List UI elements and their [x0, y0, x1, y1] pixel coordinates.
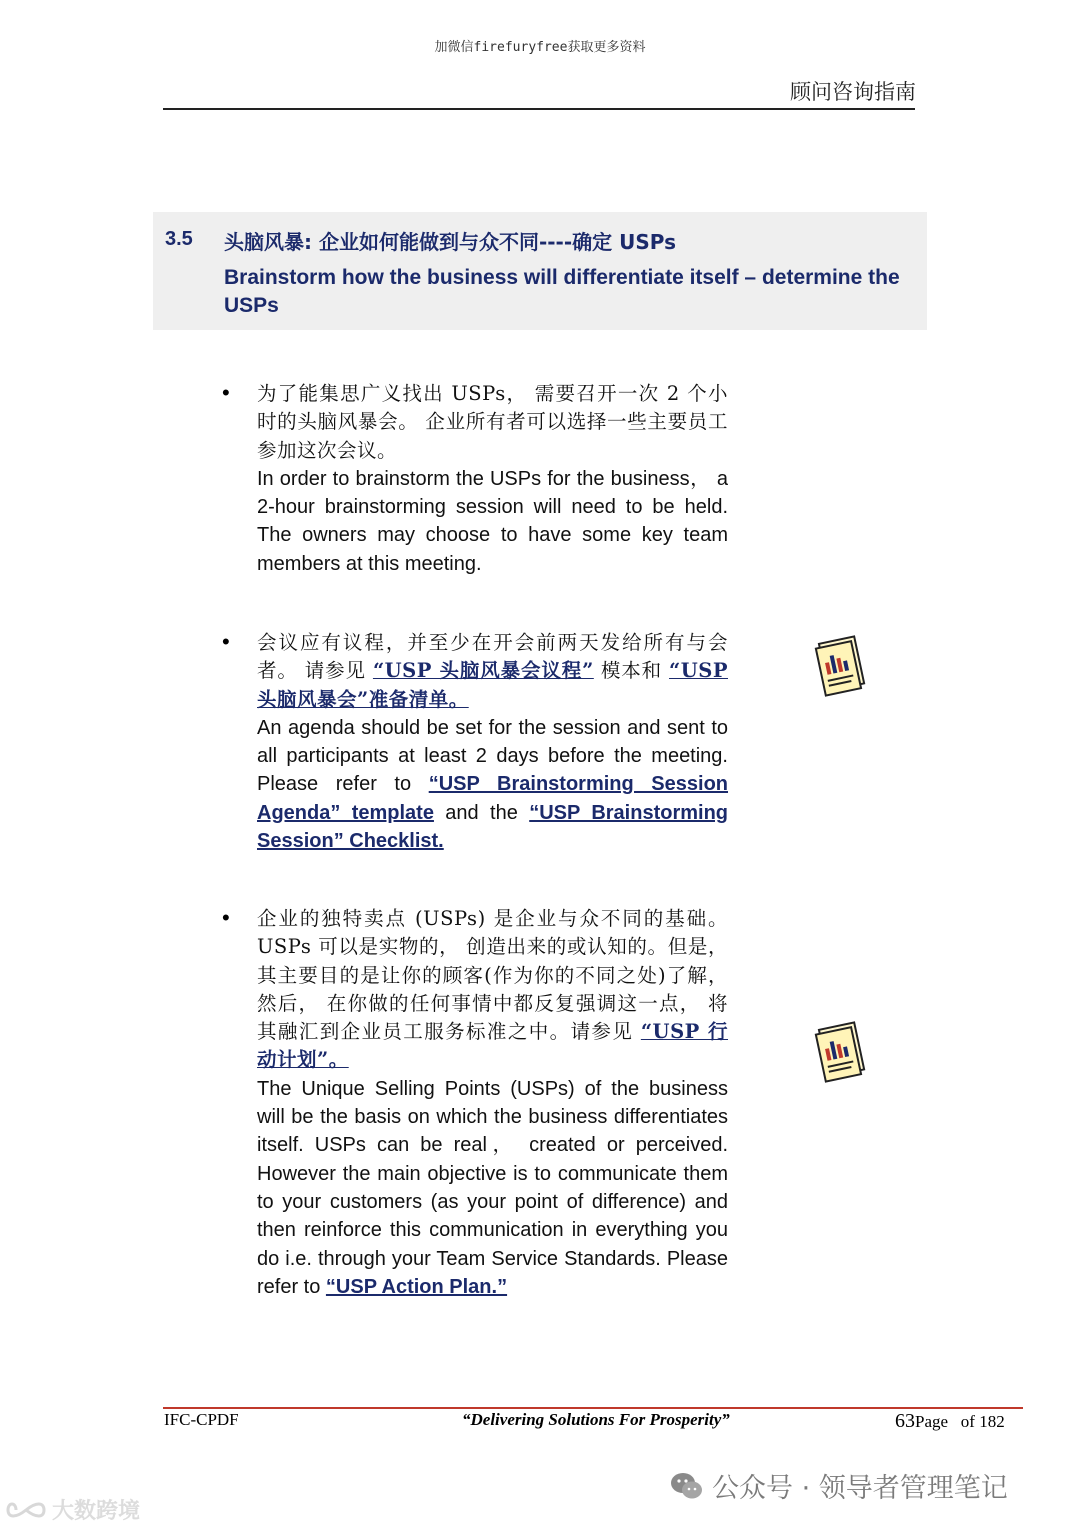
document-title: 顾问咨询指南 [790, 80, 916, 104]
header-divider [163, 108, 915, 110]
list-item [257, 905, 728, 1301]
item-text: 模本和 [593, 659, 670, 683]
infinity-logo-icon [6, 1498, 46, 1522]
footer-slogan: “Delivering Solutions For Prosperity” [462, 1410, 730, 1429]
item-text-en [257, 1075, 728, 1301]
item-text-cn [257, 905, 728, 1075]
top-note: 加微信firefuryfree获取更多资料 [434, 40, 646, 55]
wechat-icon [670, 1471, 704, 1501]
bullet-marker: • [222, 629, 230, 654]
item-text: The Unique Selling Points (USPs) of the business will be the basis on which the business differentiates itself. USPs can be real， created or perceived. However the main objective is to communicate them to your customers (as your point of difference) and then reinforce this communication in everything you do i.e. through your Team Service Standards. Please refer to [257, 1077, 728, 1298]
section-title-cn: 头脑风暴: 企业如何能做到与众不同----确定 USPs [224, 230, 676, 254]
page-number: 63 [895, 1410, 915, 1432]
document-chart-icon[interactable] [810, 634, 870, 698]
page-total: of 182 [960, 1412, 1005, 1431]
watermark-text: 大数跨境 [52, 1499, 141, 1524]
item-text-cn: 为了能集思广义找出 USPs， 需要召开一次 2 个小时的头脑风暴会。 企业所有者可以选择一些主要员工参加这次会议。 [257, 382, 728, 462]
watermark-text: 公众号 · 领导者管理笔记 [712, 1473, 1008, 1504]
section-title-en: Brainstorm how the business will differentiate itself – determine the USPs [224, 266, 900, 317]
list-item [257, 629, 728, 855]
item-text-en [257, 714, 728, 855]
item-text: and the [433, 801, 530, 824]
wechat-watermark [670, 1466, 1008, 1505]
footer-divider [163, 1407, 1023, 1409]
footer-org: IFC-CPDF [164, 1410, 239, 1429]
bullet-marker: • [222, 380, 230, 405]
agenda-template-link[interactable]: “USP Brainstorming Session Agenda” template [257, 773, 729, 824]
checklist-link-cn[interactable]: “USP 头脑风暴会”准备清单。 [257, 659, 728, 711]
agenda-link-cn[interactable]: “USP 头脑风暴会议程” [372, 659, 594, 683]
section-number: 3.5 [165, 228, 193, 250]
page-label: Page [915, 1412, 949, 1431]
item-text: An agenda should be set for the session and sent to all participants at least 2 days before the meeting. Please refer to [257, 716, 728, 796]
item-text-cn [257, 629, 728, 714]
action-plan-link-cn[interactable]: “USP 行动计划”。 [257, 1020, 729, 1072]
bullet-marker: • [222, 905, 230, 930]
item-text: 企业的独特卖点 (USPs) 是企业与众不同的基础。USPs 可以是实物的， 创造出来的或认知的。但是， 其主要目的是让你的顾客(作为你的不同之处)了解， 然后， 在你做的任何事情中都反复强调这一点， 将其融汇到企业员工服务标准之中。请参见 [257, 907, 728, 1044]
item-text: 会议应有议程，并至少在开会前两天发给所有与会者。 请参见 [257, 631, 728, 683]
item-text-en: In order to brainstorm the USPs for the business， a 2-hour brainstorming session will need to be held. The owners may choose to have some key team members at this meeting. [257, 467, 728, 575]
list-item [257, 380, 728, 578]
brand-watermark [6, 1494, 140, 1525]
action-plan-link[interactable]: “USP Action Plan.” [325, 1275, 508, 1298]
page-indicator [895, 1410, 1005, 1433]
checklist-link[interactable]: “USP Brainstorming Session” Checklist. [257, 801, 729, 853]
document-chart-icon[interactable] [810, 1020, 870, 1084]
